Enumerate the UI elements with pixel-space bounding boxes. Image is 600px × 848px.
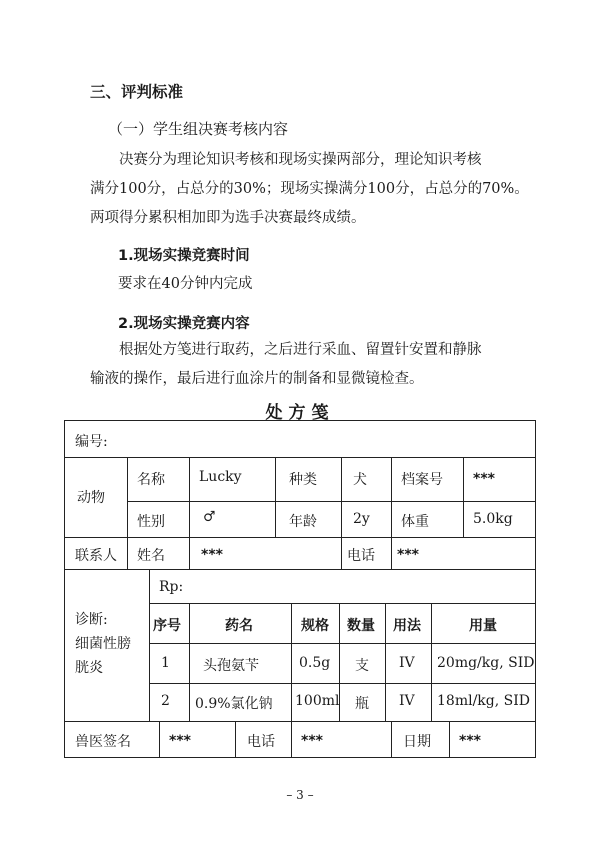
file-no-label: 档案号 [401,472,443,488]
rule [391,721,392,757]
drug-1-qty: 支 [355,658,369,674]
vet-phone-value: *** [301,733,323,749]
vet-phone-label: 电话 [247,734,275,750]
rule [291,603,292,721]
header-route: 用法 [393,618,421,634]
rule [149,683,535,684]
date-value: *** [459,733,481,749]
rule [463,457,464,537]
species-label: 种类 [289,472,317,488]
diagnosis-line-2: 胱炎 [75,660,103,676]
section-heading: 三、评判标准 [90,83,184,101]
vet-sign-label: 兽医签名 [75,734,131,750]
drug-2-qty: 瓶 [355,696,369,712]
rule [149,643,535,644]
drug-1-route: IV [399,655,415,671]
weight-label: 体重 [401,514,429,530]
rule [127,457,128,569]
intro-line-1: 决赛分为理论知识考核和现场实操两部分，理论知识考核 [119,152,482,168]
rule [235,721,236,757]
animal-label: 动物 [77,490,105,506]
header-spec: 规格 [301,618,329,634]
contact-name-label: 姓名 [137,548,165,564]
rule [65,537,535,538]
intro-line-3: 两项得分累积相加即为选手决赛最终成绩。 [90,210,366,226]
rule [159,721,160,757]
date-label: 日期 [403,734,431,750]
number-label: 编号: [75,434,108,450]
rule [431,603,432,721]
header-qty: 数量 [347,618,375,634]
item2-title: 2.现场实操竞赛内容 [118,316,250,332]
rule [341,457,342,569]
subsection-heading: （一）学生组决赛考核内容 [108,120,289,138]
file-no-value: *** [473,471,495,487]
rp-label: Rp: [159,579,184,595]
rule [385,603,386,721]
rule [189,603,190,721]
page-number: – 3 – [286,788,314,802]
rule [65,457,535,458]
vet-sign-value: *** [169,733,191,749]
rule [189,457,190,537]
header-no: 序号 [153,618,181,634]
item2-line-2: 输液的操作，最后进行血涂片的制备和显微镜检查。 [90,371,424,387]
contact-label: 联系人 [75,548,117,564]
diagnosis-line-1: 细菌性膀 [75,636,131,652]
drug-2-spec: 100ml [295,693,340,709]
species-value: 犬 [353,472,367,488]
drug-2-dose: 18ml/kg, SID [437,693,530,709]
header-dose: 用量 [469,618,497,634]
rule [449,721,450,757]
rule [275,457,276,537]
name-label: 名称 [137,472,165,488]
intro-paragraph [90,146,530,233]
item1-title: 1.现场实操竞赛时间 [118,248,250,264]
drug-2-name: 0.9%氯化钠 [195,696,273,712]
age-label: 年龄 [289,514,317,530]
rule [391,457,392,569]
age-value: 2y [353,511,370,527]
phone-value: *** [397,547,419,563]
rule [291,721,292,757]
item1-text: 要求在40分钟内完成 [118,276,253,292]
rule [149,603,535,604]
intro-line-2: 满分100分，占总分的30%；现场实操满分100分，占总分的70%。 [90,181,529,197]
rule [149,569,150,721]
drug-2-no: 2 [161,693,170,709]
sex-label: 性别 [137,514,165,530]
sex-value: ♂ [203,509,216,525]
rule [65,569,535,570]
drug-1-dose: 20mg/kg, SID [437,655,535,671]
prescription-title: 处方笺 [265,403,335,423]
diagnosis-label: 诊断: [75,612,108,628]
weight-value: 5.0kg [473,511,513,527]
name-value: Lucky [199,469,242,485]
rule [65,721,535,722]
item2-paragraph [90,336,530,394]
header-name: 药名 [225,618,253,634]
drug-1-spec: 0.5g [299,655,331,671]
rule [189,537,190,569]
item2-line-1: 根据处方笺进行取药，之后进行采血、留置针安置和静脉 [119,342,482,358]
drug-1-name: 头孢氨苄 [203,658,259,674]
contact-name-value: *** [201,547,223,563]
prescription-table [64,420,536,758]
drug-2-route: IV [399,693,415,709]
phone-label: 电话 [347,548,375,564]
drug-1-no: 1 [161,655,170,671]
